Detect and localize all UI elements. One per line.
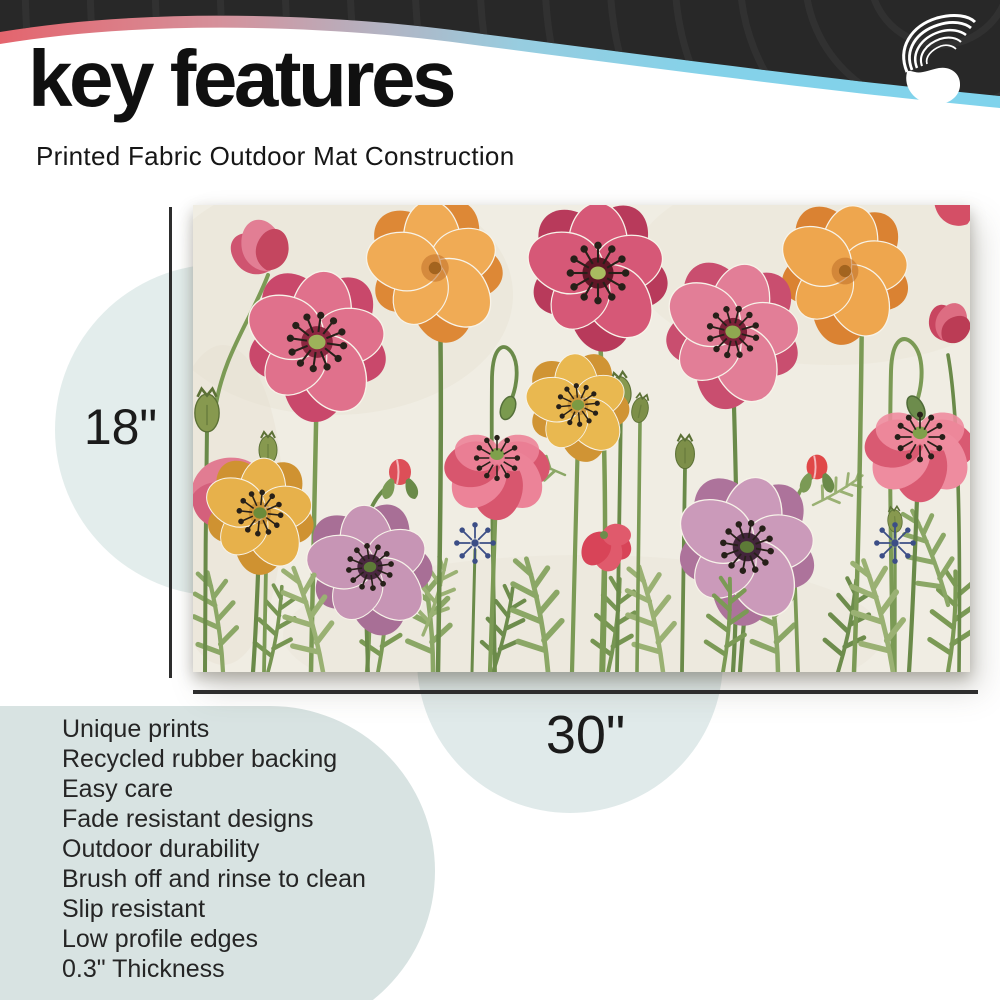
height-label: 18": [83, 399, 158, 455]
feature-item: 0.3" Thickness: [62, 955, 225, 983]
feature-item: Outdoor durability: [62, 835, 260, 863]
features-list: [62, 714, 366, 984]
feature-item: Easy care: [62, 775, 174, 803]
page-subtitle: Printed Fabric Outdoor Mat Construction: [36, 141, 515, 171]
blue-star-flower: [875, 523, 915, 563]
feature-item: Recycled rubber backing: [62, 745, 338, 773]
width-label: 30": [545, 705, 626, 765]
blue-star-flower: [455, 523, 495, 563]
width-dimension-line: [193, 690, 978, 694]
page-title: key features: [28, 34, 453, 123]
feature-item: Low profile edges: [62, 925, 258, 953]
feature-item: Brush off and rinse to clean: [62, 865, 366, 893]
feature-item: Slip resistant: [62, 895, 206, 923]
mat-product-image: [193, 205, 970, 672]
feature-item: Unique prints: [62, 715, 210, 743]
feature-item: Fade resistant designs: [62, 805, 314, 833]
